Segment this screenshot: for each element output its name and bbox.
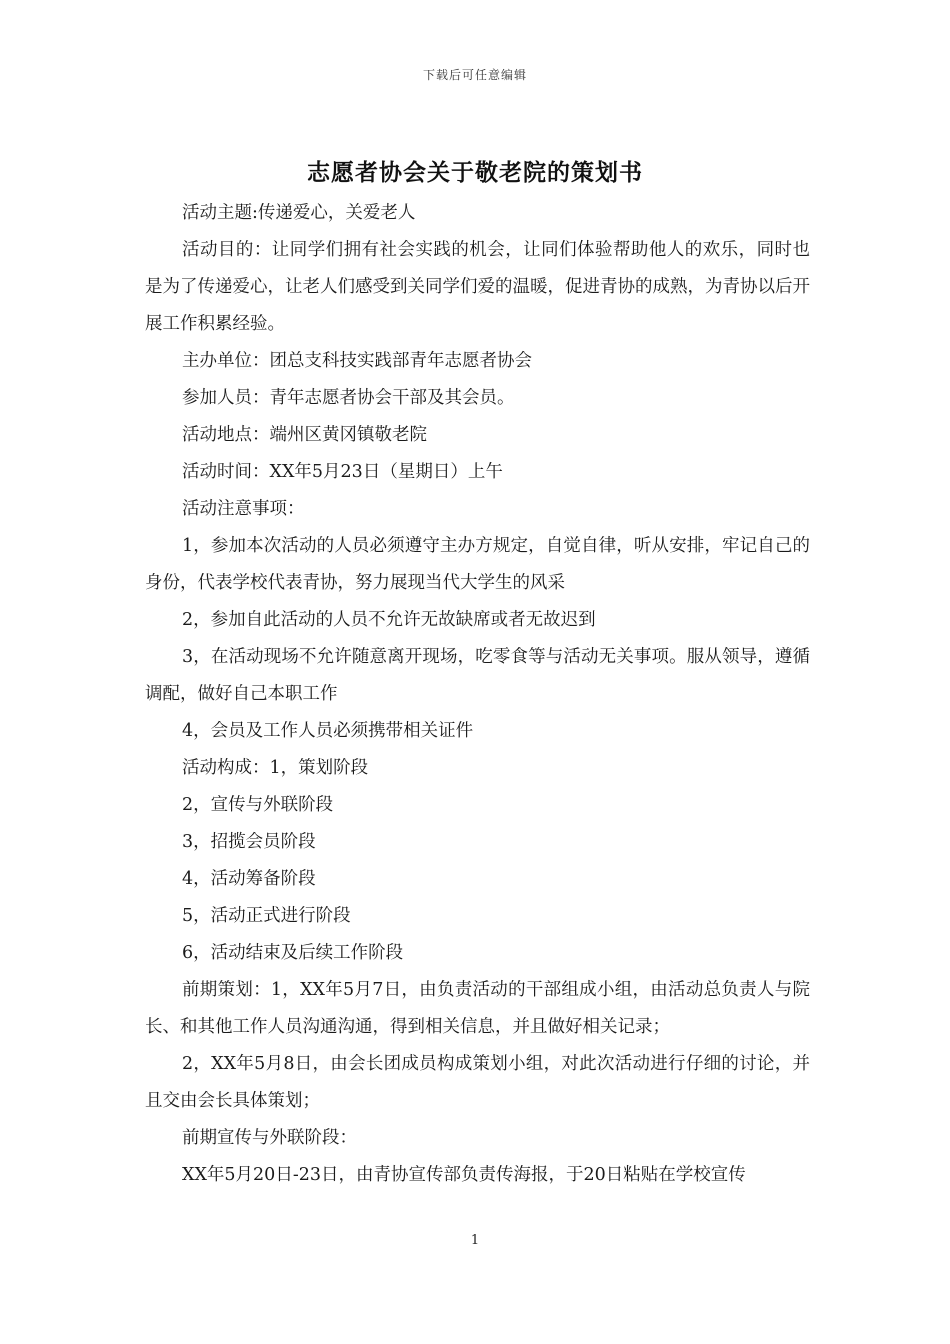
page-number: 1 — [470, 1233, 480, 1248]
paragraph-participants: 参加人员：青年志愿者协会干部及其会员。 — [182, 388, 515, 408]
paragraph-theme: 活动主题:传递爱心，关爱老人 — [182, 203, 416, 223]
document-body — [145, 195, 810, 1194]
paragraph-note-2: 2，参加自此活动的人员不允许无故缺席或者无故迟到 — [182, 610, 596, 630]
paragraph-location: 活动地点：端州区黄冈镇敬老院 — [182, 425, 427, 445]
paragraph-structure-6: 6，活动结束及后续工作阶段 — [182, 943, 404, 963]
paragraph-note-3: 3，在活动现场不允许随意离开现场，吃零食等与活动无关事项。服从领导，遵循调配，做好自己本职工作 — [145, 647, 810, 704]
paragraph-note-1: 1，参加本次活动的人员必须遵守主办方规定，自觉自律，听从安排，牢记自己的身份，代表学校代表青协，努力展现当代大学生的风采 — [145, 536, 810, 593]
paragraph-structure-5: 5，活动正式进行阶段 — [182, 906, 351, 926]
paragraph-organizer: 主办单位：团总支科技实践部青年志愿者协会 — [182, 351, 532, 371]
paragraph-planning-2: 2，XX年5月8日，由会长团成员构成策划小组，对此次活动进行仔细的讨论，并且交由会长具体策划； — [145, 1054, 810, 1111]
paragraph-promotion-1: XX年5月20日-23日，由青协宣传部负责传海报，于20日粘贴在学校宣传 — [182, 1165, 746, 1185]
paragraph-structure-1: 活动构成：1，策划阶段 — [182, 758, 369, 778]
paragraph-structure-3: 3，招揽会员阶段 — [182, 832, 316, 852]
header-note: 下载后可任意编辑 — [422, 68, 527, 82]
paragraph-purpose: 活动目的：让同学们拥有社会实践的机会，让同们体验帮助他人的欢乐，同时也是为了传递爱心，让老人们感受到关同学们爱的温暖，促进青协的成熟，为青协以后开展工作积累经验。 — [145, 240, 810, 334]
document-title: 志愿者协会关于敬老院的策划书 — [307, 159, 643, 186]
paragraph-note-4: 4，会员及工作人员必须携带相关证件 — [182, 721, 474, 741]
paragraph-notes-heading: 活动注意事项： — [182, 499, 305, 519]
paragraph-structure-2: 2，宣传与外联阶段 — [182, 795, 334, 815]
paragraph-time: 活动时间：XX年5月23日（星期日）上午 — [182, 462, 503, 482]
paragraph-structure-4: 4，活动筹备阶段 — [182, 869, 316, 889]
paragraph-planning-1: 前期策划：1，XX年5月7日，由负责活动的干部组成小组，由活动总负责人与院长、和其他工作人员沟通沟通，得到相关信息，并且做好相关记录； — [145, 980, 810, 1037]
paragraph-promotion-heading: 前期宣传与外联阶段： — [182, 1128, 357, 1148]
